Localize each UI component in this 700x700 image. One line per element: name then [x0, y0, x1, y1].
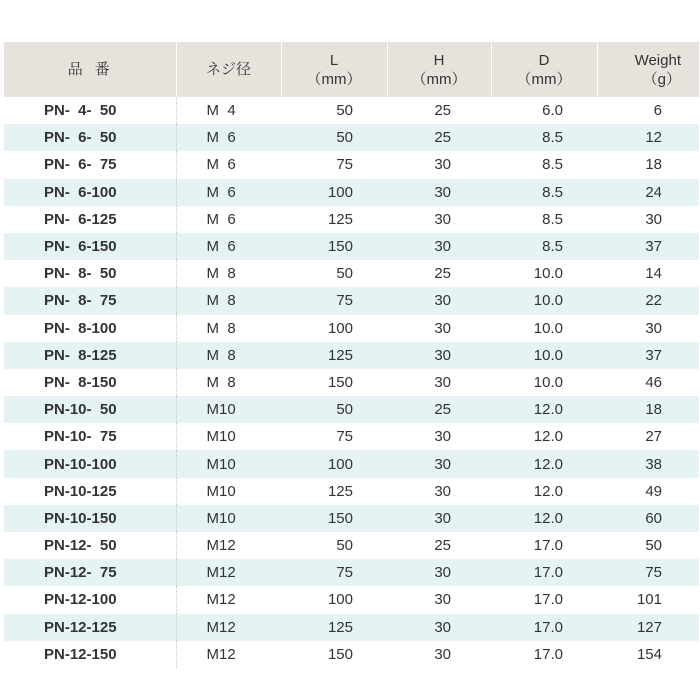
height-cell: 30 — [434, 591, 451, 609]
length-cell: 125 — [327, 210, 353, 228]
header-weight-unit: （g） — [642, 70, 681, 88]
product-code-cell: PN-10-125 — [4, 478, 176, 505]
thread-size-cell: M12 — [206, 591, 236, 609]
thread-size-cell: M10 — [176, 450, 281, 477]
diameter-cell: 17.0 — [491, 559, 597, 586]
height-cell: 30 — [387, 233, 491, 260]
diameter-cell: 10.0 — [491, 287, 597, 314]
diameter-cell: 12.0 — [533, 428, 563, 446]
product-code-cell: PN- 8-125 — [4, 342, 176, 369]
length-cell: 50 — [281, 124, 387, 151]
thread-size-cell: M 8 — [176, 342, 281, 369]
diameter-cell: 17.0 — [533, 591, 563, 609]
product-code-cell: PN-12- 75 — [4, 559, 176, 586]
table-row — [4, 559, 699, 586]
table-row — [4, 586, 699, 613]
product-code-cell: PN- 8-150 — [4, 369, 176, 396]
table-row — [4, 396, 699, 423]
header-thread-size-label: ネジ径 — [205, 61, 251, 78]
header-diameter-label: D — [538, 51, 550, 69]
height-cell: 30 — [387, 342, 491, 369]
height-cell: 30 — [434, 319, 451, 337]
height-cell: 25 — [387, 396, 491, 423]
height-cell: 30 — [387, 505, 491, 532]
weight-cell: 49 — [645, 482, 662, 500]
weight-cell: 101 — [636, 591, 662, 609]
length-cell: 50 — [336, 102, 353, 120]
height-cell: 25 — [434, 102, 451, 120]
table-row — [4, 641, 699, 668]
weight-cell: 27 — [645, 428, 662, 446]
header-height-unit: （mm） — [411, 70, 467, 88]
height-cell: 30 — [387, 559, 491, 586]
table-row — [4, 260, 699, 287]
table-row — [4, 97, 699, 124]
height-cell: 30 — [387, 179, 491, 206]
weight-cell: 127 — [597, 614, 699, 641]
table-row — [4, 233, 699, 260]
header-diameter-unit: （mm） — [516, 70, 572, 88]
weight-cell: 46 — [645, 373, 662, 391]
diameter-cell: 8.5 — [491, 179, 597, 206]
table-row — [4, 505, 699, 532]
diameter-cell: 8.5 — [491, 233, 597, 260]
weight-cell: 24 — [597, 179, 699, 206]
diameter-cell: 8.5 — [491, 124, 597, 151]
weight-cell: 18 — [645, 156, 662, 174]
height-cell: 30 — [434, 210, 451, 228]
product-code-cell: PN- 6-125 — [4, 206, 176, 233]
length-cell: 75 — [281, 559, 387, 586]
length-cell: 125 — [281, 614, 387, 641]
weight-cell: 22 — [597, 287, 699, 314]
product-code-cell: PN-10-100 — [4, 450, 176, 477]
weight-cell: 38 — [597, 450, 699, 477]
product-code-cell: PN-12-150 — [4, 641, 176, 668]
header-product-code-label: 品番 — [67, 61, 122, 78]
product-code-cell: PN-10- 50 — [4, 396, 176, 423]
header-weight-label: Weight — [634, 51, 681, 69]
length-cell: 100 — [327, 591, 353, 609]
product-code-cell: PN-12-100 — [4, 586, 176, 613]
table-row — [4, 532, 699, 559]
length-cell: 50 — [336, 265, 353, 283]
length-cell: 75 — [336, 156, 353, 174]
weight-cell: 50 — [645, 537, 662, 555]
thread-size-cell: M12 — [206, 645, 236, 663]
product-code-cell: PN-12- 50 — [4, 532, 176, 559]
thread-size-cell: M 8 — [206, 319, 236, 337]
diameter-cell: 12.0 — [491, 450, 597, 477]
weight-cell: 18 — [597, 396, 699, 423]
product-code-cell: PN-12-125 — [4, 614, 176, 641]
weight-cell: 6 — [653, 102, 662, 120]
thread-size-cell: M10 — [206, 428, 236, 446]
product-code-cell: PN- 8- 75 — [4, 287, 176, 314]
diameter-cell: 12.0 — [491, 396, 597, 423]
height-cell: 30 — [434, 482, 451, 500]
diameter-cell: 8.5 — [542, 156, 563, 174]
length-cell: 50 — [336, 537, 353, 555]
thread-size-cell: M 8 — [206, 373, 236, 391]
length-cell: 100 — [327, 319, 353, 337]
header-diameter — [491, 42, 597, 97]
weight-cell: 37 — [597, 233, 699, 260]
diameter-cell: 10.0 — [533, 319, 563, 337]
weight-cell: 14 — [645, 265, 662, 283]
weight-cell: 37 — [597, 342, 699, 369]
height-cell: 30 — [434, 156, 451, 174]
height-cell: 30 — [434, 645, 451, 663]
table-row — [4, 423, 699, 450]
height-cell: 25 — [434, 537, 451, 555]
height-cell: 25 — [434, 265, 451, 283]
length-cell: 75 — [281, 287, 387, 314]
length-cell: 150 — [327, 373, 353, 391]
diameter-cell: 10.0 — [533, 265, 563, 283]
thread-size-cell: M 8 — [206, 265, 236, 283]
diameter-cell: 8.5 — [542, 210, 563, 228]
table-row — [4, 614, 699, 641]
thread-size-cell: M 6 — [206, 210, 236, 228]
length-cell: 125 — [281, 342, 387, 369]
weight-cell: 60 — [597, 505, 699, 532]
table-row — [4, 206, 699, 233]
thread-size-cell: M10 — [176, 396, 281, 423]
header-thread-size — [176, 42, 281, 97]
height-cell: 25 — [387, 124, 491, 151]
header-row — [4, 42, 699, 97]
product-code-cell: PN- 8-100 — [4, 315, 176, 342]
weight-cell: 30 — [645, 319, 662, 337]
diameter-cell: 17.0 — [491, 614, 597, 641]
table-row — [4, 342, 699, 369]
header-length — [281, 42, 387, 97]
length-cell: 100 — [281, 450, 387, 477]
header-product-code — [4, 42, 176, 97]
product-code-cell: PN-10-150 — [4, 505, 176, 532]
height-cell: 30 — [387, 287, 491, 314]
header-weight — [597, 42, 699, 97]
product-code-cell: PN- 6- 50 — [4, 124, 176, 151]
product-code-cell: PN-10- 75 — [4, 423, 176, 450]
table-row — [4, 151, 699, 178]
header-height-label: H — [433, 51, 445, 69]
length-cell: 50 — [281, 396, 387, 423]
thread-size-cell: M 6 — [176, 124, 281, 151]
thread-size-cell: M12 — [176, 614, 281, 641]
header-length-label: L — [329, 51, 339, 69]
diameter-cell: 10.0 — [491, 342, 597, 369]
height-cell: 30 — [387, 614, 491, 641]
thread-size-cell: M12 — [176, 559, 281, 586]
table-body — [4, 97, 699, 668]
table-row — [4, 124, 699, 151]
length-cell: 100 — [281, 179, 387, 206]
diameter-cell: 12.0 — [533, 482, 563, 500]
product-code-cell: PN- 4- 50 — [4, 97, 176, 124]
table-row — [4, 478, 699, 505]
thread-size-cell: M 6 — [206, 156, 236, 174]
thread-size-cell: M 6 — [176, 179, 281, 206]
length-cell: 125 — [327, 482, 353, 500]
table-header — [4, 42, 699, 97]
diameter-cell: 12.0 — [491, 505, 597, 532]
header-length-unit: （mm） — [306, 70, 362, 88]
thread-size-cell: M 4 — [206, 102, 236, 120]
table-row — [4, 179, 699, 206]
length-cell: 150 — [327, 645, 353, 663]
product-code-cell: PN- 6- 75 — [4, 151, 176, 178]
diameter-cell: 17.0 — [533, 537, 563, 555]
weight-cell: 12 — [597, 124, 699, 151]
diameter-cell: 6.0 — [542, 102, 563, 120]
table-row — [4, 315, 699, 342]
height-cell: 30 — [434, 373, 451, 391]
table-row — [4, 450, 699, 477]
thread-size-cell: M10 — [206, 482, 236, 500]
product-code-cell: PN- 6-100 — [4, 179, 176, 206]
length-cell: 150 — [281, 233, 387, 260]
length-cell: 75 — [336, 428, 353, 446]
header-height — [387, 42, 491, 97]
thread-size-cell: M12 — [206, 537, 236, 555]
weight-cell: 154 — [636, 645, 662, 663]
thread-size-cell: M 6 — [176, 233, 281, 260]
height-cell: 30 — [434, 428, 451, 446]
diameter-cell: 10.0 — [533, 373, 563, 391]
length-cell: 150 — [281, 505, 387, 532]
spec-table — [4, 42, 699, 668]
diameter-cell: 17.0 — [533, 645, 563, 663]
thread-size-cell: M10 — [176, 505, 281, 532]
product-code-cell: PN- 6-150 — [4, 233, 176, 260]
weight-cell: 30 — [645, 210, 662, 228]
thread-size-cell: M 8 — [176, 287, 281, 314]
product-code-cell: PN- 8- 50 — [4, 260, 176, 287]
table-row — [4, 287, 699, 314]
weight-cell: 75 — [597, 559, 699, 586]
table-row — [4, 369, 699, 396]
height-cell: 30 — [387, 450, 491, 477]
